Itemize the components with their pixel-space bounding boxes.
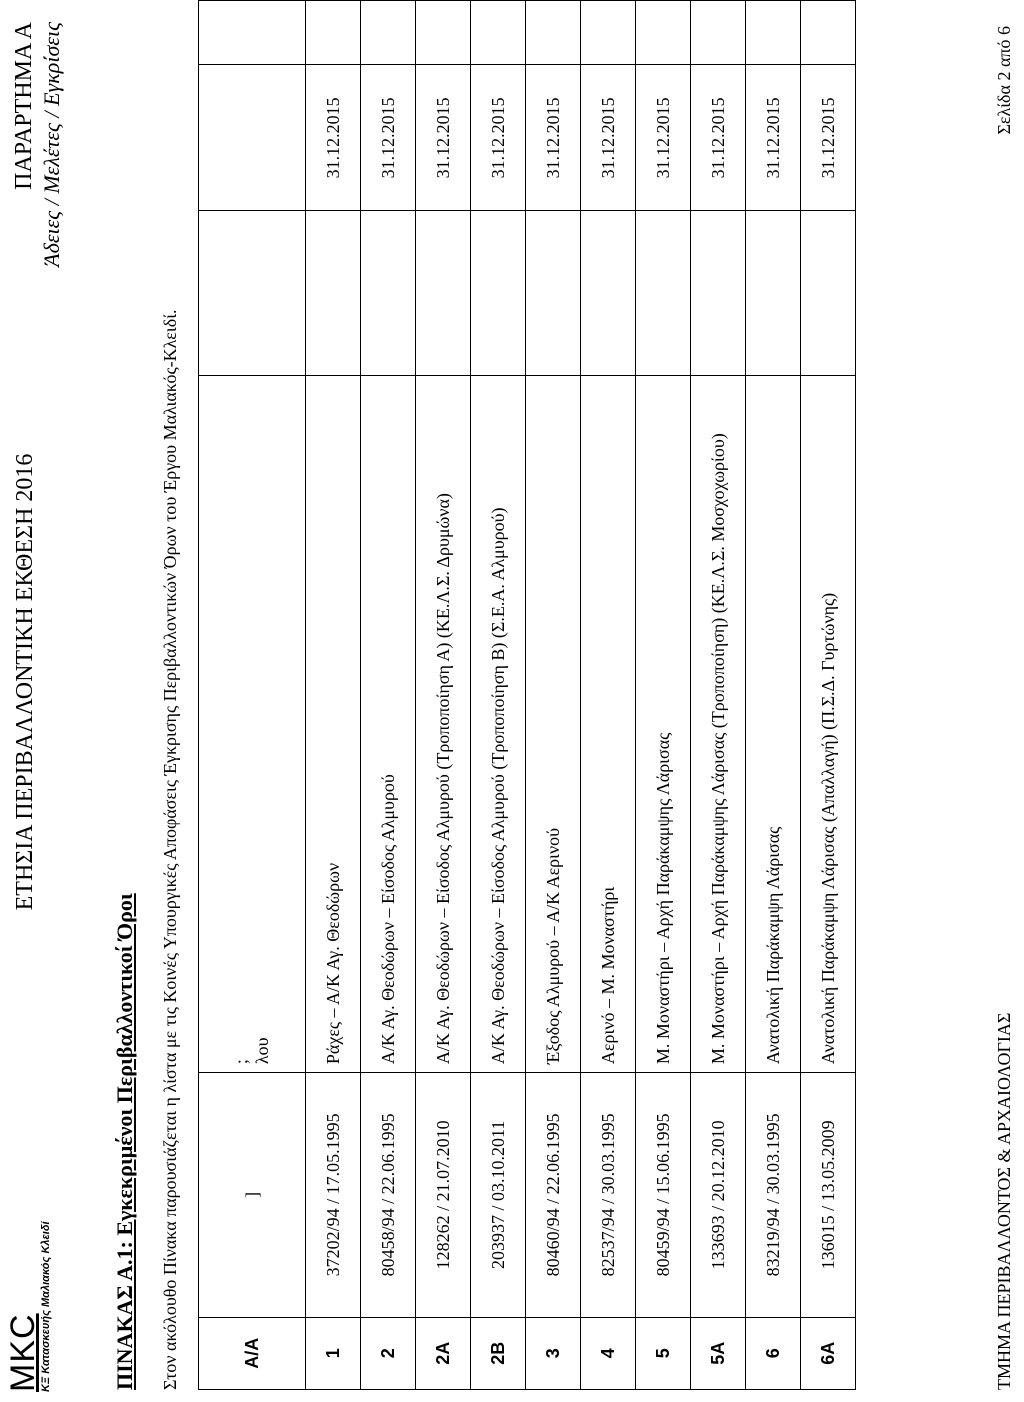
row-decision: 133693 / 20.12.2010 bbox=[691, 1073, 746, 1317]
row-empty-1 bbox=[471, 211, 526, 375]
row-project: Ανατολική Παράκαμψη Λάρισας bbox=[746, 375, 801, 1072]
header-project-mark-1: ; bbox=[231, 1059, 251, 1065]
row-date: 31.12.2015 bbox=[526, 65, 581, 211]
row-project: Α/Κ Αγ. Θεοδώρων – Είσοδος Αλμυρού (Τροποποίηση Α) (ΚΕ.Λ.Σ. Δρυμώνα) bbox=[416, 375, 471, 1072]
row-aa: 6Α bbox=[801, 1317, 856, 1389]
row-project: Μ. Μοναστήρι – Αρχή Παράκαμψης Λάρισας bbox=[636, 375, 691, 1072]
row-empty-2 bbox=[801, 1, 856, 65]
header-project bbox=[199, 375, 306, 1072]
row-decision: 80459/94 / 15.06.1995 bbox=[636, 1073, 691, 1317]
header-decision-mark: ] bbox=[241, 1191, 262, 1198]
row-aa: 5 bbox=[636, 1317, 691, 1389]
row-aa: 2Α bbox=[416, 1317, 471, 1389]
intro-paragraph: Στον ακόλουθο Πίνακα παρουσιάζεται η λίστα με τις Κοινές Υπουργικές Αποφάσεις Έγκρισης Περιβαλλοντικών Όρων του Έργου Μαλιακός-Κλειδί. bbox=[160, 309, 180, 1390]
footer-department: ΤΜΗΜΑ ΠΕΡΙΒΑΛΛΟΝΤΟΣ & ΑΡΧΑΙΟΛΟΓΙΑΣ bbox=[994, 1012, 1014, 1390]
table-row bbox=[416, 1, 471, 1390]
row-empty-2 bbox=[306, 1, 361, 65]
row-date: 31.12.2015 bbox=[801, 65, 856, 211]
header-decision bbox=[199, 1073, 306, 1317]
approvals-table bbox=[198, 0, 856, 1390]
row-project: Μ. Μοναστήρι – Αρχή Παράκαμψης Λάρισας (Τροποποίηση) (ΚΕ.Λ.Σ. Μοσχοχωρίου) bbox=[691, 375, 746, 1072]
annex-title: ΠΑΡΑΡΤΗΜΑ Α bbox=[11, 22, 37, 190]
row-project: Ανατολική Παράκαμψη Λάρισας (Απαλλαγή) (Π.Σ.Δ. Γυρτώνης) bbox=[801, 375, 856, 1072]
table-row bbox=[746, 1, 801, 1390]
row-decision: 80458/94 / 22.06.1995 bbox=[361, 1073, 416, 1317]
report-title: ΕΤΗΣΙΑ ΠΕΡΙΒΑΛΛΟΝΤΙΚΗ ΕΚΘΕΣΗ 2016 bbox=[12, 453, 38, 911]
table-header-row bbox=[199, 1, 306, 1390]
row-project: Ράχες – Α/Κ Αγ. Θεοδώρων bbox=[306, 375, 361, 1072]
row-aa: 3 bbox=[526, 1317, 581, 1389]
table-row bbox=[801, 1, 856, 1390]
row-project: Α/Κ Αγ. Θεοδώρων – Είσοδος Αλμυρού bbox=[361, 375, 416, 1072]
row-project: Α/Κ Αγ. Θεοδώρων – Είσοδος Αλμυρού (Τροποποίηση Β) (Σ.Ε.Α. Αλμυρού) bbox=[471, 375, 526, 1072]
row-aa: 1 bbox=[306, 1317, 361, 1389]
row-empty-2 bbox=[526, 1, 581, 65]
row-empty-2 bbox=[581, 1, 636, 65]
row-date: 31.12.2015 bbox=[471, 65, 526, 211]
row-empty-1 bbox=[746, 211, 801, 375]
company-logo bbox=[6, 1221, 52, 1392]
row-empty-1 bbox=[416, 211, 471, 375]
row-date: 31.12.2015 bbox=[361, 65, 416, 211]
row-decision: 80460/94 / 22.06.1995 bbox=[526, 1073, 581, 1317]
row-project: Έξοδος Αλμυρού – Α/Κ Αερινού bbox=[526, 375, 581, 1072]
row-empty-1 bbox=[691, 211, 746, 375]
row-empty-1 bbox=[306, 211, 361, 375]
row-decision: 37202/94 / 17.05.1995 bbox=[306, 1073, 361, 1317]
table-row bbox=[691, 1, 746, 1390]
row-aa: 2Β bbox=[471, 1317, 526, 1389]
row-date: 31.12.2015 bbox=[636, 65, 691, 211]
row-decision: 83219/94 / 30.03.1995 bbox=[746, 1073, 801, 1317]
row-empty-2 bbox=[746, 1, 801, 65]
row-empty-1 bbox=[361, 211, 416, 375]
logo-subtext: ΚΞ Κατασκευής Μαλιακός Κλειδί bbox=[40, 1221, 52, 1392]
table-title: ΠΙΝΑΚΑΣ Α.1: Εγκεκριμένοι Περιβαλλοντικοί Όροι bbox=[112, 893, 137, 1390]
header-empty-2 bbox=[199, 1, 306, 65]
row-aa: 2 bbox=[361, 1317, 416, 1389]
row-empty-2 bbox=[416, 1, 471, 65]
row-aa: 5Α bbox=[691, 1317, 746, 1389]
row-aa: 4 bbox=[581, 1317, 636, 1389]
row-date: 31.12.2015 bbox=[581, 65, 636, 211]
table-row bbox=[471, 1, 526, 1390]
table-row bbox=[361, 1, 416, 1390]
table-row bbox=[306, 1, 361, 1390]
row-empty-2 bbox=[471, 1, 526, 65]
row-decision: 82537/94 / 30.03.1995 bbox=[581, 1073, 636, 1317]
footer-page-number: Σελίδα 2 από 6 bbox=[994, 26, 1014, 135]
logo-text: MKC bbox=[4, 1313, 42, 1392]
table-row bbox=[526, 1, 581, 1390]
header-date bbox=[199, 65, 306, 211]
row-decision: 203937 / 03.10.2011 bbox=[471, 1073, 526, 1317]
row-decision: 128262 / 21.07.2010 bbox=[416, 1073, 471, 1317]
row-empty-1 bbox=[636, 211, 691, 375]
annex-header bbox=[10, 22, 66, 267]
row-date: 31.12.2015 bbox=[306, 65, 361, 211]
row-empty-1 bbox=[526, 211, 581, 375]
header-project-mark-2: λου bbox=[252, 1037, 272, 1065]
row-aa: 6 bbox=[746, 1317, 801, 1389]
row-empty-1 bbox=[581, 211, 636, 375]
row-empty-2 bbox=[691, 1, 746, 65]
row-date: 31.12.2015 bbox=[416, 65, 471, 211]
row-decision: 136015 / 13.05.2009 bbox=[801, 1073, 856, 1317]
row-empty-2 bbox=[636, 1, 691, 65]
row-empty-1 bbox=[801, 211, 856, 375]
table-row bbox=[581, 1, 636, 1390]
row-project: Αερινό – Μ. Μοναστήρι bbox=[581, 375, 636, 1072]
header-empty-1 bbox=[199, 211, 306, 375]
row-date: 31.12.2015 bbox=[691, 65, 746, 211]
table-row bbox=[636, 1, 691, 1390]
row-empty-2 bbox=[361, 1, 416, 65]
annex-subtitle: Άδειες / Μελέτες / Εγκρίσεις bbox=[39, 22, 64, 267]
header-aa: Α/Α bbox=[199, 1317, 306, 1389]
row-date: 31.12.2015 bbox=[746, 65, 801, 211]
